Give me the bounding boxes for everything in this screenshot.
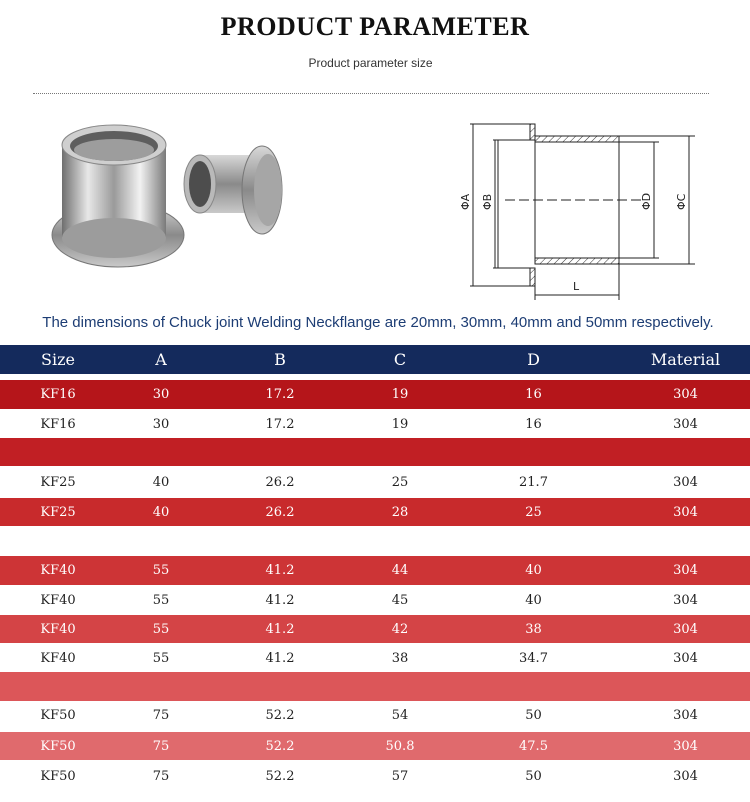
table-cell: 52.2 [265, 738, 295, 754]
table-row [0, 586, 750, 614]
table-cell: 16 [525, 387, 542, 402]
table-row [0, 556, 750, 585]
table-cell: KF50 [40, 708, 76, 723]
table-cell: 304 [673, 387, 698, 402]
table-cell: 38 [391, 650, 409, 666]
table-cell: 304 [673, 708, 698, 723]
table-cell: 30 [152, 416, 170, 432]
description-text: The dimensions of Chuck joint Welding Neckflange are 20mm, 30mm, 40mm and 50mm respectively. [42, 314, 714, 331]
table-cell: 304 [673, 563, 698, 578]
table-cell: 26.2 [265, 475, 295, 490]
table-cell: KF40 [40, 592, 76, 608]
label-phi-b: ΦB [481, 193, 494, 210]
table-header [0, 345, 750, 374]
table-cell: KF50 [40, 738, 76, 754]
table-cell: 41.2 [265, 650, 295, 666]
table-row [0, 762, 750, 790]
page-title: PRODUCT PARAMETER [220, 12, 530, 41]
column-header: Material [650, 350, 721, 369]
table-cell: 55 [152, 621, 170, 637]
table-cell: 55 [152, 563, 170, 578]
column-header: A [155, 350, 167, 369]
table-cell: 40 [152, 504, 170, 520]
table-cell: KF16 [40, 416, 76, 432]
table-cell: 75 [152, 738, 170, 754]
table-row [0, 701, 750, 730]
table-cell: 40 [525, 563, 542, 578]
table-cell: 44 [391, 563, 409, 578]
dimension-drawing [445, 118, 710, 308]
table-cell: 50 [525, 708, 542, 723]
table-cell: 41.2 [265, 621, 295, 637]
column-header: C [393, 350, 407, 369]
table-cell: 25 [391, 475, 409, 490]
table-cell: 304 [673, 592, 698, 608]
label-phi-c: ΦC [675, 193, 688, 210]
table-cell: 304 [673, 475, 698, 490]
table-row [0, 644, 750, 672]
table-cell: 55 [152, 592, 170, 608]
table-cell: 52.2 [265, 708, 295, 723]
table-cell: 17.2 [265, 387, 295, 402]
table-cell: 26.2 [265, 504, 295, 520]
table-cell: KF40 [40, 621, 76, 637]
table-cell: 50 [525, 768, 542, 784]
table-cell: 40 [152, 475, 170, 490]
table-cell: 30 [152, 387, 170, 402]
table-cell: KF50 [40, 768, 76, 784]
column-header: D [527, 350, 540, 369]
table-cell: 17.2 [265, 416, 295, 432]
table-cell: 57 [391, 768, 409, 784]
page-subtitle: Product parameter size [308, 56, 433, 70]
table-cell: 19 [391, 387, 409, 402]
column-header: B [274, 350, 286, 369]
table-cell: 41.2 [265, 592, 295, 608]
table-cell: 304 [673, 768, 698, 784]
label-phi-d: ΦD [640, 192, 653, 210]
table-cell: KF40 [40, 650, 76, 666]
table-cell: 52.2 [265, 768, 295, 784]
table-cell: 304 [673, 738, 698, 754]
table-cell: 34.7 [519, 650, 548, 666]
table-cell: 19 [391, 416, 409, 432]
table-cell: 40 [525, 592, 542, 608]
table-cell: KF16 [40, 387, 76, 402]
table-cell: 54 [391, 708, 409, 723]
table-cell: 25 [525, 504, 542, 520]
table-row [0, 380, 750, 409]
divider [33, 93, 709, 94]
label-l: L [573, 280, 580, 293]
table-row [0, 498, 750, 526]
table-spacer-row [0, 672, 750, 701]
table-cell: KF25 [40, 475, 76, 490]
table-cell: 75 [152, 768, 170, 784]
table-cell: 50.8 [385, 738, 415, 754]
table-cell: 47.5 [519, 738, 548, 754]
table-spacer-row [0, 438, 750, 466]
table-cell: 55 [152, 650, 170, 666]
table-cell: 75 [152, 708, 170, 723]
table-row [0, 732, 750, 760]
table-cell: 21.7 [519, 475, 548, 490]
table-spacer-row [0, 526, 750, 554]
table-cell: 304 [673, 504, 698, 520]
column-header: Size [41, 350, 75, 369]
table-cell: 16 [525, 416, 542, 432]
table-cell: 41.2 [265, 563, 295, 578]
table-row [0, 468, 750, 497]
table-row [0, 615, 750, 643]
table-row [0, 410, 750, 438]
table-cell: 28 [391, 504, 409, 520]
table-cell: 304 [673, 416, 698, 432]
table-cell: 304 [673, 650, 698, 666]
table-cell: 304 [673, 621, 698, 637]
product-photo [40, 110, 310, 295]
table-cell: KF40 [40, 563, 76, 578]
table-cell: 45 [391, 592, 409, 608]
table-cell: 38 [525, 621, 542, 637]
label-phi-a: ΦA [459, 193, 472, 210]
table-cell: 42 [391, 621, 409, 637]
table-cell: KF25 [40, 504, 76, 520]
